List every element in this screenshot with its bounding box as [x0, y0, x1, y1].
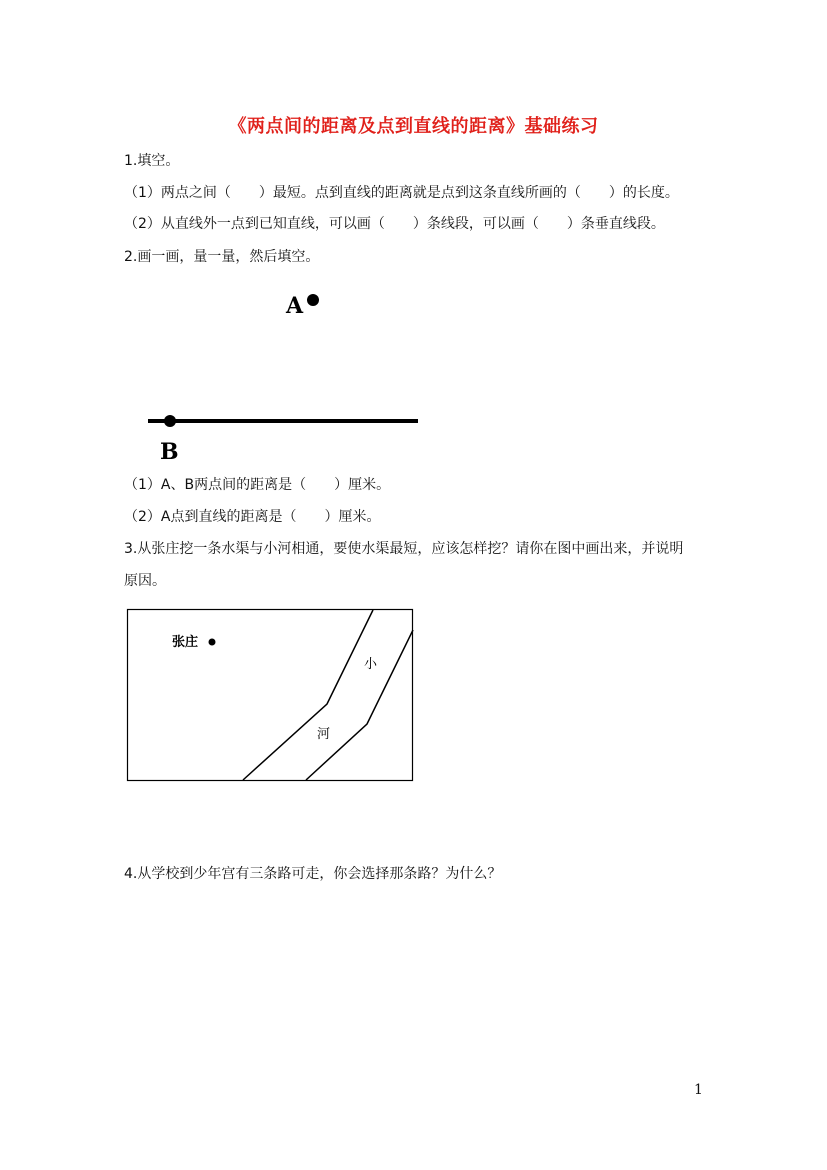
village-label: 张庄 [172, 635, 199, 650]
point-b-dot [164, 415, 176, 427]
q1-sub1: （1）两点之间（ ）最短。点到直线的距离就是点到这条直线所画的（ ）的长度。 [124, 185, 679, 201]
q2-sub1: （1）A、B两点间的距离是（ ）厘米。 [124, 477, 391, 493]
q1-sub2: （2）从直线外一点到已知直线，可以画（ ）条线段，可以画（ ）条垂直线段。 [124, 216, 665, 232]
q3-heading-line1: 3.从张庄挖一条水渠与小河相通，要使水渠最短，应该怎样挖？请你在图中画出来，并说明 [124, 541, 684, 557]
point-b-label: B [160, 439, 179, 465]
page-number: 1 [694, 1082, 703, 1098]
q2-figure [140, 285, 440, 470]
q1-heading: 1.填空。 [124, 153, 180, 169]
river-bank-right [306, 630, 413, 780]
q2-sub2: （2）A点到直线的距离是（ ）厘米。 [124, 509, 381, 525]
river-bank-left [243, 610, 373, 780]
page-title: 《两点间的距离及点到直线的距离》基础练习 [228, 116, 599, 137]
point-a-dot [307, 294, 319, 306]
village-dot [209, 639, 216, 646]
river-label-2: 河 [317, 727, 331, 742]
q4-heading: 4.从学校到少年宫有三条路可走，你会选择那条路？为什么？ [124, 866, 502, 882]
river-label-1: 小 [364, 657, 378, 672]
q2-heading: 2.画一画，量一量，然后填空。 [124, 249, 320, 265]
point-a-label: A [286, 293, 304, 319]
q3-heading-line2: 原因。 [124, 573, 166, 589]
q3-map [126, 608, 416, 784]
